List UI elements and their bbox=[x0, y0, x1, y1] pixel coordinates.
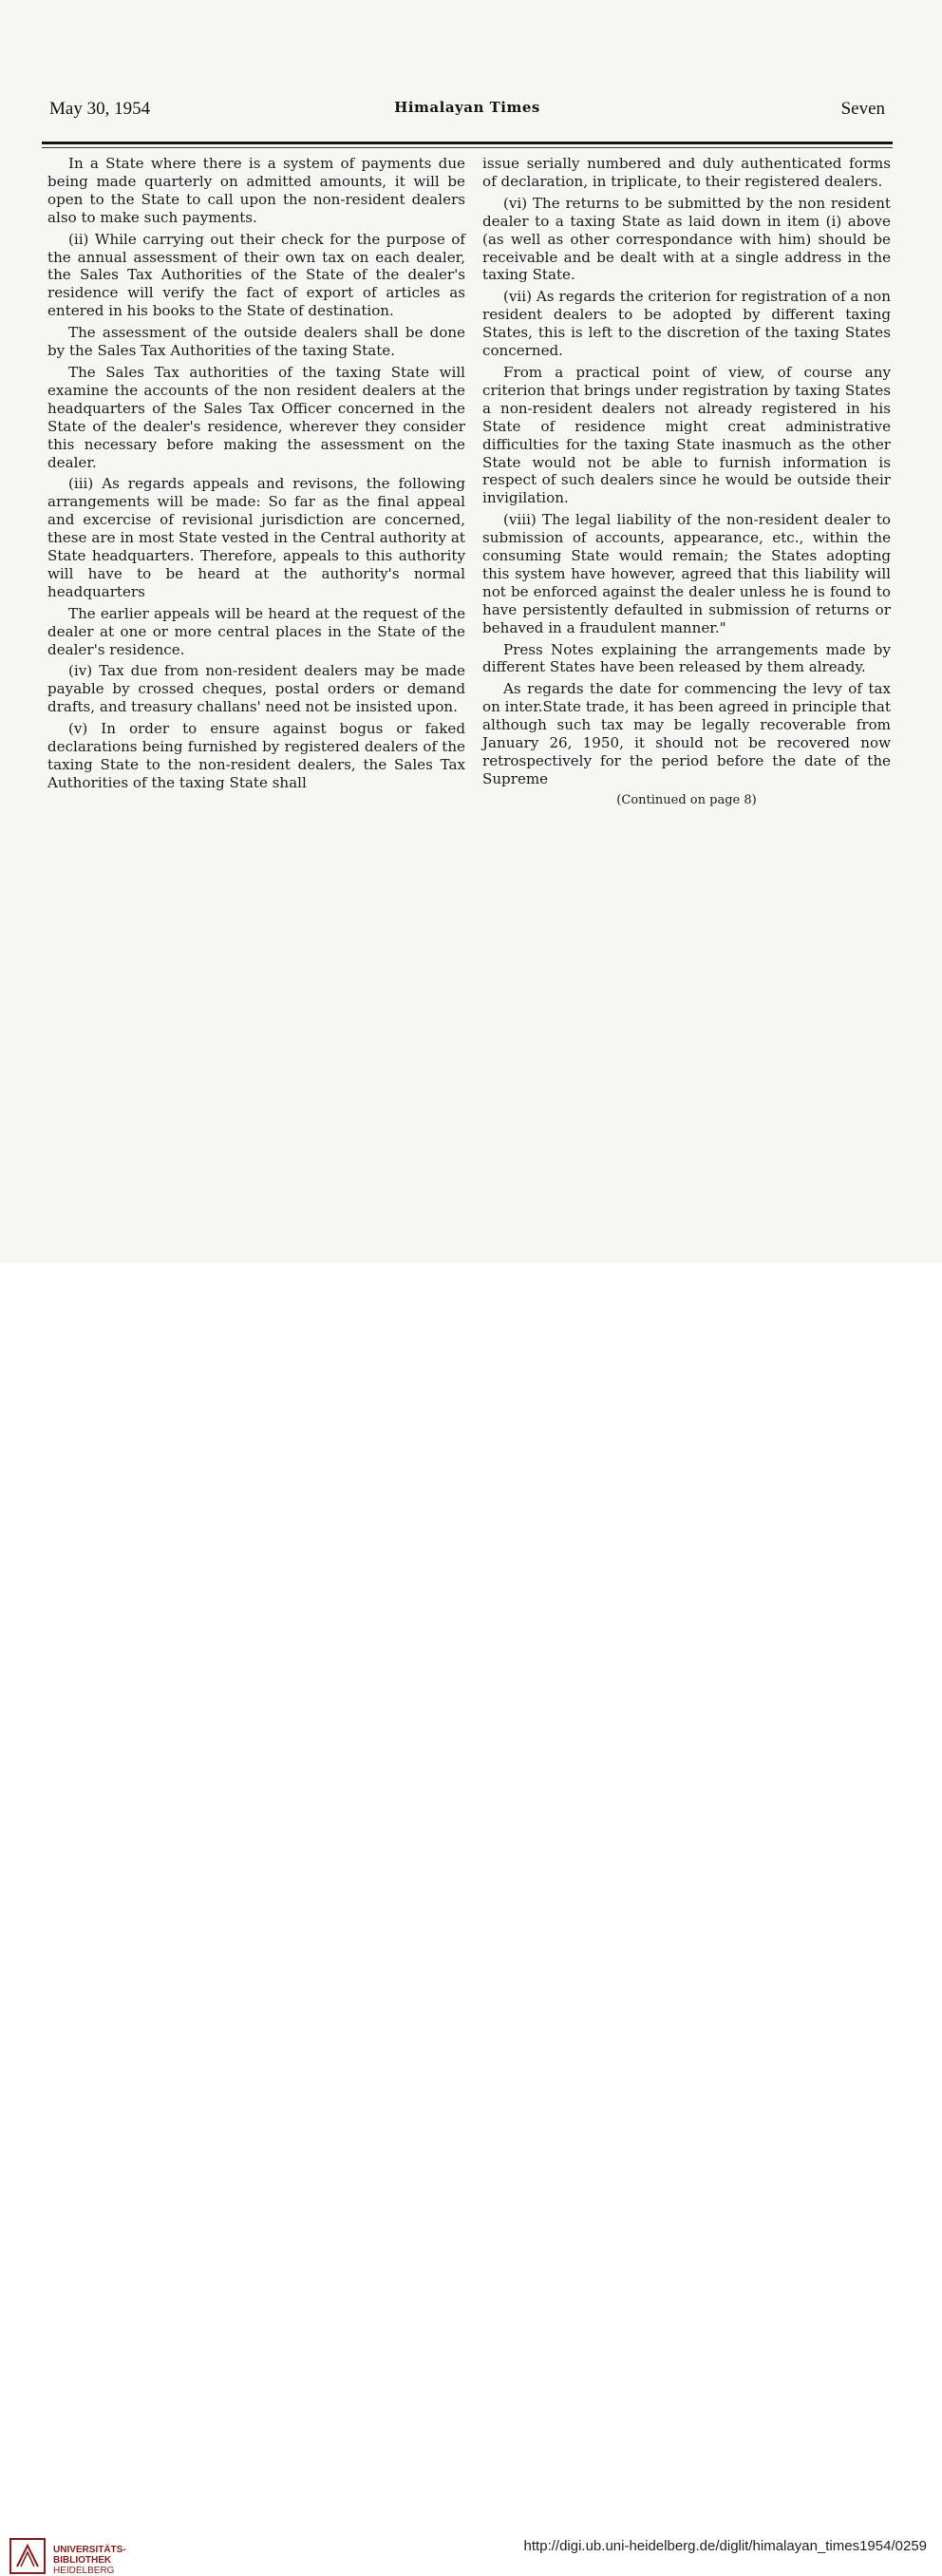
paragraph: The Sales Tax authorities of the taxing State will examine the accounts of the non resident dealers at the headquarters of the Sales Tax Officer concerned in the State of the dealer's residence, wherever they consider this necessary before making the assessment on the dealer. bbox=[47, 363, 465, 471]
issue-date: May 30, 1954 bbox=[49, 99, 151, 119]
paragraph: As regards the date for commencing the levy of tax on inter.State trade, it has been agreed in principle that although such tax may be legally recoverable from January 26, 1950, it should not be recovered now retrospectively for the period before the date of the Supreme bbox=[482, 680, 891, 787]
continued-note: (Continued on page 8) bbox=[616, 792, 757, 807]
library-logo-icon bbox=[9, 2538, 46, 2574]
paragraph: (viii) The legal liability of the non-resident dealer to submission of accounts, appearance, etc., within the consuming State would remain; the States adopting this system have however, agreed that this liability will not be enforced against the dealer unless he is found to have persistently defaulted in submission of returns or behaved in a fraudulent manner." bbox=[482, 511, 891, 636]
page-header bbox=[49, 99, 885, 123]
logo-line: BIBLIOTHEK bbox=[53, 2555, 112, 2566]
paragraph: issue serially numbered and duly authenticated forms of declaration, in triplicate, to their registered dealers. bbox=[482, 155, 891, 190]
paragraph: Press Notes explaining the arrangements made by different States have been released by them already. bbox=[482, 640, 891, 676]
header-rule bbox=[42, 142, 893, 144]
logo-line: UNIVERSITÄTS- bbox=[53, 2545, 126, 2555]
page-number: Seven bbox=[840, 99, 885, 119]
library-name bbox=[53, 2545, 126, 2576]
paragraph: (vii) As regards the criterion for registration of a non resident dealers to be adopted by different taxing States, this is left to the discretion of the taxing States concerned. bbox=[482, 288, 891, 360]
paragraph: From a practical point of view, of course any criterion that brings under registration by taxing States a non-resident dealers not already registered in his State of residence might creat administrative difficulties for the taxing State inasmuch as the other State would not be able to furnish information is respect of such dealers since he would be outside their invigilation. bbox=[482, 363, 891, 507]
paragraph: (iii) As regards appeals and revisons, the following arrangements will be made: So far as the final appeal and excercise of revisional jurisdiction are concerned, these are in most State vested in the Central authority at State headquarters. Therefore, appeals to this authority will have to be heard at the authority's normal headquarters bbox=[47, 475, 465, 600]
source-url-link[interactable]: http://digi.ub.uni-heidelberg.de/diglit/himalayan_times1954/0259 bbox=[523, 2538, 927, 2554]
paragraph: (iv) Tax due from non-resident dealers may be made payable by crossed cheques, postal orders or demand drafts, and treasury challans' need not be insisted upon. bbox=[47, 662, 465, 716]
paragraph: In a State where there is a system of payments due being made quarterly on admitted amounts, it will be open to the State to call upon the non-resident dealers also to make such payments. bbox=[47, 155, 465, 226]
right-column bbox=[482, 155, 891, 814]
logo-line: HEIDELBERG bbox=[53, 2566, 115, 2576]
paragraph: The earlier appeals will be heard at the request of the dealer at one or more central places in the State of the dealer's residence. bbox=[47, 604, 465, 658]
paragraph: The assessment of the outside dealers shall be done by the Sales Tax Authorities of the taxing State. bbox=[47, 324, 465, 360]
library-footer bbox=[0, 1263, 942, 2576]
newspaper-page bbox=[0, 0, 942, 1263]
header-rule-thin bbox=[42, 147, 893, 148]
left-column bbox=[47, 155, 465, 796]
paragraph: (ii) While carrying out their check for the purpose of the annual assessment of their own tax on each dealer, the Sales Tax Authorities of the State of the dealer's residence will verify the fact of export of articles as entered in his books to the State of destination. bbox=[47, 230, 465, 320]
paragraph: (v) In order to ensure against bogus or faked declarations being furnished by registered dealers of the taxing State to the non-resident dealers, the Sales Tax Authorities of the taxing State shall bbox=[47, 720, 465, 791]
paragraph: (vi) The returns to be submitted by the non resident dealer to a taxing State as laid down in item (i) above (as well as other correspondance with him) should be receivable and be dealt with at a single address in the taxing State. bbox=[482, 194, 891, 284]
masthead-title: Himalayan Times bbox=[394, 99, 540, 116]
